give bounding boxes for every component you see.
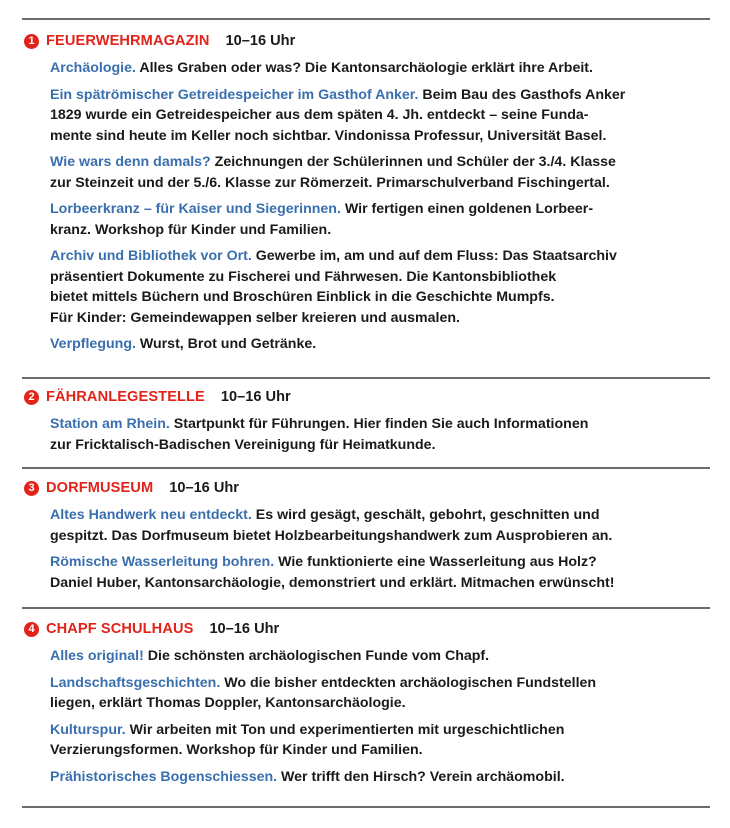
program-entry: [50, 85, 722, 147]
program-entry: [50, 505, 722, 546]
section-header: [24, 30, 722, 52]
entry-text: zur Steinzeit und der 5./6. Klasse zur Römerzeit. Primarschulverband Fischingertal.: [50, 174, 610, 191]
entry-title: Prähistorisches Bogenschiessen.: [50, 768, 278, 785]
entry-text: kranz. Workshop für Kinder und Familien.: [50, 221, 332, 238]
entry-text: Wie funktionierte eine Wasserleitung aus Holz?: [274, 554, 597, 570]
opening-hours: 10–16 Uhr: [209, 621, 280, 637]
entry-text: zur Fricktalisch-Badischen Vereinigung für Heimatkunde.: [50, 436, 436, 453]
entry-text: Wir arbeiten mit Ton und experimentierten mit urgeschichtlichen: [125, 721, 565, 738]
divider: [22, 607, 710, 609]
entry-line: [50, 673, 722, 694]
program-entry: [50, 767, 722, 788]
entry-line: [50, 267, 722, 288]
opening-hours: 10–16 Uhr: [169, 480, 239, 496]
entry-line: [50, 334, 722, 355]
entry-line: [50, 173, 722, 194]
section-faehranlegestelle: [22, 386, 722, 455]
entry-line: [50, 552, 722, 573]
entry-line: [50, 693, 722, 714]
section-chapf-schulhaus: [22, 618, 722, 787]
entry-text: bietet mittels Büchern und Broschüren Einblick in die Geschichte Mumpfs.: [50, 289, 555, 305]
entry-title: Ein spätrömischer Getreidespeicher im Gasthof Anker.: [50, 86, 419, 103]
entry-line: [50, 573, 722, 594]
entry-text: Es wird gesägt, geschält, gebohrt, geschnitten und: [251, 507, 600, 523]
entry-line: [50, 308, 722, 329]
entry-title: Altes Handwerk neu entdeckt.: [50, 507, 252, 523]
entry-title: Kulturspur.: [50, 721, 126, 738]
entry-title: Station am Rhein.: [50, 416, 170, 432]
entry-text: Startpunkt für Führungen. Hier finden Sie auch Informationen: [169, 416, 589, 432]
program-entry: [50, 552, 722, 593]
entry-line: [50, 152, 722, 173]
entry-text: Wo die bisher entdeckten archäologischen Fundstellen: [220, 674, 597, 691]
program-entry: [50, 199, 722, 240]
entry-text: Gewerbe im, am und auf dem Fluss: Das Staatsarchiv: [251, 248, 617, 264]
entry-title: Alles original!: [50, 648, 144, 664]
entry-line: [50, 646, 722, 667]
program-entry: [50, 334, 722, 355]
location-name: FÄHRANLEGESTELLE: [46, 389, 205, 405]
opening-hours: 10–16 Uhr: [225, 33, 296, 49]
entry-line: [50, 58, 722, 79]
entry-text: Wurst, Brot und Getränke.: [135, 336, 317, 352]
section-header: [24, 618, 722, 640]
entry-line: [50, 246, 722, 267]
location-name: CHAPF SCHULHAUS: [46, 621, 194, 637]
entry-text: mente sind heute im Keller noch sichtbar. Vindonissa Professur, Universität Basel.: [50, 127, 607, 144]
divider: [22, 467, 710, 469]
entry-text: Verzierungsformen. Workshop für Kinder und Familien.: [50, 742, 423, 758]
entry-title: Römische Wasserleitung bohren.: [50, 554, 275, 570]
entry-text: Wer trifft den Hirsch? Verein archäomobil.: [277, 768, 565, 785]
number-badge: 2: [24, 390, 39, 405]
entry-line: [50, 505, 722, 526]
entry-text: 1829 wurde ein Getreidespeicher aus dem späten 4. Jh. entdeckt – seine Funda-: [50, 107, 589, 123]
number-badge: 3: [24, 481, 39, 496]
program-entry: [50, 58, 722, 79]
section-feuerwehrmagazin: [22, 30, 722, 355]
entry-line: [50, 199, 722, 220]
opening-hours: 10–16 Uhr: [220, 389, 291, 405]
program-entry: [50, 673, 722, 714]
program-entry: [50, 152, 722, 193]
entry-text: Alles Graben oder was? Die Kantonsarchäologie erklärt ihre Arbeit.: [135, 60, 593, 76]
entry-text: gespitzt. Das Dorfmuseum bietet Holzbearbeitungshandwerk zum Ausprobieren an.: [50, 527, 613, 544]
entry-line: [50, 720, 722, 741]
entry-title: Archiv und Bibliothek vor Ort.: [50, 248, 252, 264]
entry-line: [50, 414, 722, 435]
number-badge: 1: [24, 34, 39, 49]
entry-line: [50, 767, 722, 788]
entry-text: liegen, erklärt Thomas Doppler, Kantonsarchäologie.: [50, 695, 406, 711]
program-entry: [50, 414, 722, 455]
entry-line: [50, 105, 722, 126]
entry-text: präsentiert Dokumente zu Fischerei und Fährwesen. Die Kantonsbibliothek: [50, 268, 557, 285]
entry-title: Lorbeerkranz – für Kaiser und Siegerinnen.: [50, 201, 341, 217]
location-name: FEUERWEHRMAGAZIN: [46, 33, 210, 49]
entry-title: Verpflegung.: [50, 336, 136, 352]
entry-text: Die schönsten archäologischen Funde vom Chapf.: [143, 648, 490, 664]
entry-line: [50, 435, 722, 456]
entry-line: [50, 220, 722, 241]
entry-line: [50, 740, 722, 761]
entry-line: [50, 526, 722, 547]
entry-text: Für Kinder: Gemeindewappen selber kreieren und ausmalen.: [50, 309, 460, 326]
entry-title: Wie wars denn damals?: [50, 154, 211, 170]
program-entry: [50, 720, 722, 761]
entry-line: [50, 85, 722, 106]
entry-text: Beim Bau des Gasthofs Anker: [418, 86, 626, 103]
location-name: DORFMUSEUM: [46, 480, 154, 496]
divider: [22, 806, 710, 808]
divider: [22, 377, 710, 379]
entry-text: Wir fertigen einen goldenen Lorbeer-: [340, 201, 594, 217]
entry-line: [50, 287, 722, 308]
entry-title: Landschaftsgeschichten.: [50, 674, 221, 691]
entry-line: [50, 126, 722, 147]
entry-text: Zeichnungen der Schülerinnen und Schüler der 3./4. Klasse: [210, 154, 616, 170]
divider: [22, 18, 710, 20]
section-header: [24, 386, 722, 408]
section-dorfmuseum: [22, 477, 722, 593]
program-entry: [50, 646, 722, 667]
entry-text: Daniel Huber, Kantonsarchäologie, demonstriert und erklärt. Mitmachen erwünscht!: [50, 574, 615, 591]
section-header: [24, 477, 722, 499]
entry-title: Archäologie.: [50, 60, 136, 76]
program-entry: [50, 246, 722, 328]
number-badge: 4: [24, 622, 39, 637]
